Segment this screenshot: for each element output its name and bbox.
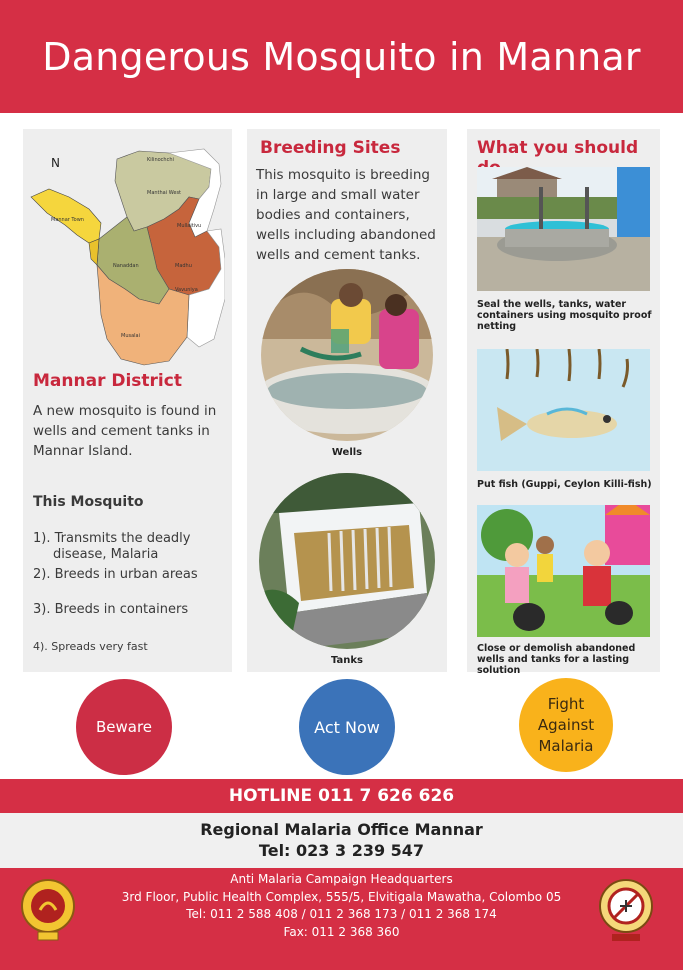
- map-label-mullaitivu: Mullaitivu: [177, 223, 202, 229]
- regional-office-block: [0, 813, 683, 868]
- anti-malaria-campaign-logo: [598, 876, 654, 946]
- mosquito-fact-4: 4). Spreads very fast: [33, 640, 148, 653]
- act-now-badge: Act Now: [299, 679, 395, 775]
- seal-wells-caption: Seal the wells, tanks, water containers using mosquito proof netting: [477, 299, 652, 332]
- what-to-do-title: What you should: [477, 138, 639, 158]
- mannar-district-title: Mannar District: [33, 371, 182, 391]
- hotline-text: HOTLINE 011 7 626 626: [228, 786, 455, 806]
- tanks-caption: Tanks: [330, 655, 363, 666]
- mannar-district-map: [29, 139, 225, 369]
- wells-caption: Wells: [331, 447, 363, 458]
- map-label-kilinochchi: Kilinochchi: [147, 157, 174, 163]
- mosquito-fact-1-cont: disease, Malaria: [53, 547, 159, 562]
- fight-malaria-badge: Fight Against Malaria: [519, 678, 613, 772]
- tanks-photo: [259, 473, 435, 649]
- footer-hq: Anti Malaria Campaign Headquarters: [230, 872, 453, 886]
- guppy-fish-photo: [477, 349, 650, 471]
- regional-office-tel: Tel: 023 3 239 547: [258, 841, 425, 860]
- what-to-do-panel: [467, 129, 660, 676]
- map-label-musalai: Musalai: [121, 333, 140, 339]
- footer: [0, 868, 683, 970]
- regional-office-name: Regional Malaria Office Mannar: [200, 820, 483, 839]
- mosquito-fact-2: 2). Breeds in urban areas: [33, 567, 198, 582]
- mannar-district-intro: A new mosquito is found in wells and cement tanks in Mannar Island.: [33, 403, 217, 459]
- map-north-label: N: [51, 156, 60, 170]
- page-header: [0, 0, 683, 113]
- mosquito-fact-1: 1). Transmits the deadly: [33, 531, 191, 546]
- map-label-madhu: Madhu: [175, 263, 192, 269]
- breeding-sites-text: This mosquito is breeding in large and small water bodies and containers, wells including abandoned wells and cement tanks.: [256, 167, 436, 263]
- beware-badge: Beware: [76, 679, 172, 775]
- map-label-manthai-west: Manthai West: [147, 190, 182, 196]
- footer-tel: Tel: 011 2 588 408 / 011 2 368 173 / 011 2 368 174: [186, 907, 497, 921]
- breeding-sites-title: Breeding Sites: [260, 138, 401, 158]
- mosquito-fact-3: 3). Breeds in containers: [33, 602, 189, 617]
- footer-fax: Fax: 011 2 368 360: [283, 924, 400, 939]
- sri-lanka-emblem-logo: [20, 876, 76, 946]
- page-title: Dangerous Mosquito in Mannar: [42, 34, 641, 79]
- hotline-bar: [0, 779, 683, 813]
- sealed-well-photo: [477, 167, 650, 291]
- map-label-vavuniya: Vavuniya: [175, 287, 198, 293]
- map-label-nanaddan: Nanaddan: [113, 263, 139, 269]
- map-label-mannar-town: Mannar Town: [51, 217, 84, 223]
- put-fish-caption: Put fish (Guppi, Ceylon Killi-fish): [477, 479, 652, 490]
- breeding-sites-panel: [247, 129, 447, 672]
- footer-address: 3rd Floor, Public Health Complex, 555/5, Elvitigala Mawatha, Colombo 05: [121, 889, 562, 904]
- mannar-district-panel: [23, 129, 232, 672]
- this-mosquito-title: This Mosquito: [33, 494, 144, 510]
- cleanup-illustration: [477, 505, 650, 637]
- wells-photo: [261, 269, 433, 441]
- close-wells-caption: Close or demolish abandoned wells and tanks for a lasting solution: [477, 643, 636, 676]
